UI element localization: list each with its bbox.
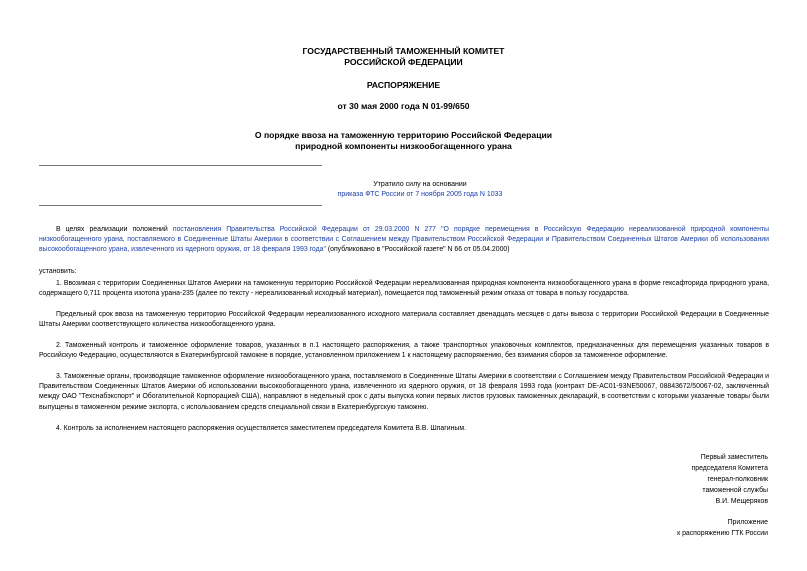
document-type: РАСПОРЯЖЕНИЕ [366,80,441,90]
status-note-text: Утратило силу на основании [373,181,467,188]
signature-block [568,452,768,507]
document-title-line1: О порядке ввоза на таможенную территорию Российской Федерации [254,130,553,140]
preamble-tail: (опубликовано в "Российской газете" N 66 от 05.04.2000) [325,246,510,254]
org-name-line1: ГОСУДАРСТВЕННЫЙ ТАМОЖЕННЫЙ КОМИТЕТ [302,46,505,56]
preamble-paragraph [39,225,769,256]
org-name-line2: РОССИЙСКОЙ ФЕДЕРАЦИИ [344,57,463,67]
document-date: от 30 мая 2000 года N 01-99/650 [337,101,470,111]
divider-top [39,165,322,166]
signature-line: таможенной службы [702,487,768,494]
signature-line: председателя Комитета [691,465,768,472]
appendix-line1: Приложение [727,519,768,526]
paragraph-1-deadline: Предельный срок ввоза на таможенную территорию Российской Федерации нереализованного исходного материала составляет двенадцать месяцев с даты вывоза с территории Российской Федерации в Соединенные Штаты Америки соответствующего количества низкообогащенного урана. [39,311,769,329]
paragraph-2: 2. Таможенный контроль и таможенное оформление товаров, указанных в п.1 настоящего распоряжения, а также транспортных упаковочных комплектов, предназначенных для перемещения указанных товаров в Российскую Федерацию, осуществляются в Екатеринбургской таможне в порядке, установленном приложением 1 к настоящему распоряжению, без взимания сборов за таможенное оформление. [39,342,769,360]
divider-bottom [39,205,322,206]
paragraph-3: 3. Таможенные органы, производящие таможенное оформление низкообогащенного урана, поставляемого в Соединенные Штаты Америки в соответствии с Соглашением между Правительством Российской Федерации и Правительством Соединенных Штатов Америки об использовании высокообогащенного урана, извлеченного из ядерного оружия, от 18 февраля 1993 года (контракт DE-AC01-93NE50067, 08843672/50067-02, заключенный между ОАО "Техснабэкспорт" и Обогатительной Корпорацией США), направляют в недельный срок с даты выпуска копии первых листов грузовых таможенных деклараций, в соответствии с которыми указанные товары были выпущены в таможенном режиме экспорта, с использованием средств специальной связи в Екатеринбургскую таможню. [39,373,769,411]
preamble-intro: В целях реализации положений [56,226,173,233]
appendix-heading [568,517,768,539]
appendix-line2: к распоряжению ГТК России [677,530,768,537]
status-note [320,180,520,200]
establish-text: установить: [39,268,77,275]
government-decree-link[interactable]: постановления Правительства Российской Федерации от 29.03.2000 N 277 "О порядке перемещения в Российскую Федерацию нереализованной природной компоненты низкообогащенного урана, поставляемого в Соединенные Штаты Америки в соответствии с Соглашением между Правительством Российской Федерации и Правительством Соединенных Штатов Америки об использовании высокообогащенного урана, извлеченного из ядерного оружия, от 18 февраля 1993 года" [39,226,769,254]
signature-name: В.И. Мещеряков [715,498,768,505]
paragraph-4: 4. Контроль за исполнением настоящего распоряжения осуществляется заместителем председателя Комитета В.В. Шпагиным. [56,425,467,432]
status-note-link[interactable]: приказа ФТС России от 7 ноября 2005 года N 1033 [337,191,503,198]
signature-line: Первый заместитель [700,454,768,461]
paragraph-1: 1. Ввозимая с территории Соединенных Штатов Америки на таможенную территорию Российской Федерации нереализованная природная компонента низкообогащенного урана в форме гексафторида природного урана, содержащего 0,711 процента изотопа урана-235 (далее по тексту - нереализованный исходный материал), помещается под таможенный режим отказа от товара в пользу государства. [39,280,769,298]
signature-line: генерал-полковник [707,476,768,483]
document-title-line2: природной компоненты низкообогащенного урана [295,141,512,151]
